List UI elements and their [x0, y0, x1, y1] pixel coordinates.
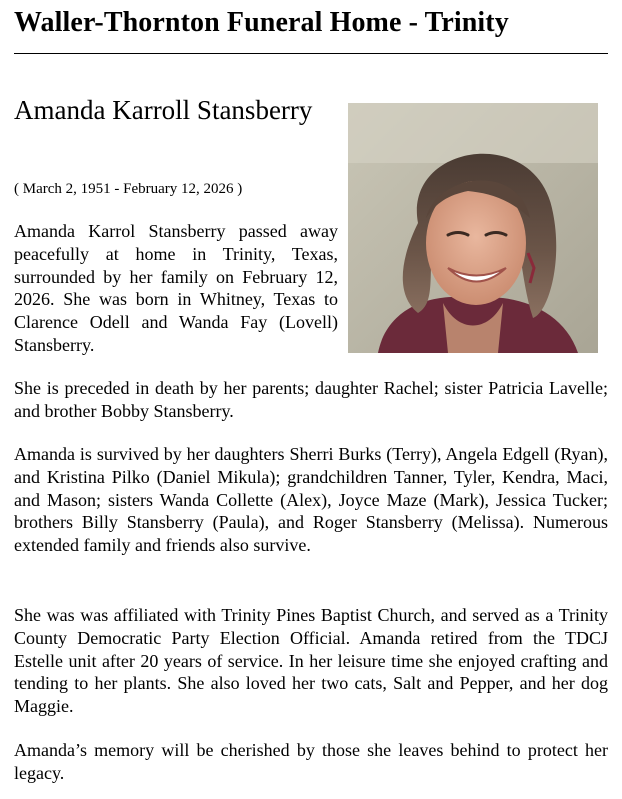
obituary-paragraph-1: Amanda Karrol Stansberry passed away peacefully at home in Trinity, Texas, surrounded by her family on February 12, 2026. She was born in Whitney, Texas to Clarence Odell and Wanda Fay (Lovell) Stansberry. [14, 221, 338, 355]
obituary-paragraph-2: She is preceded in death by her parents; daughter Rachel; sister Patricia Lavelle; and brother Bobby Stansberry. [14, 378, 608, 421]
portrait-photo-icon [348, 103, 598, 353]
title-divider [14, 53, 608, 54]
obituary-page [14, 0, 608, 783]
life-dates: ( March 2, 1951 - February 12, 2026 ) [14, 181, 243, 197]
obituary-paragraph-4: She was was affiliated with Trinity Pines Baptist Church, and served as a Trinity County Democratic Party Election Official. Amanda retired from the TDCJ Estelle unit after 20 years of service. In her leisure time she enjoyed crafting and tending to her plants. She also loved her two cats, Salt and Pepper, and her dog Maggie. [14, 605, 608, 717]
obituary-paragraph-5: Amanda’s memory will be cherished by those she leaves behind to protect her legacy. [14, 740, 608, 783]
obituary-paragraph-3: Amanda is survived by her daughters Sherri Burks (Terry), Angela Edgell (Ryan), and Kristina Pilko (Daniel Mikula); grandchildren Tanner, Tyler, Kendra, Maci, and Mason; sisters Wanda Collette (Alex), Joyce Maze (Mark), Jessica Tucker; brothers Billy Stansberry (Paula), and Roger Stansberry (Melissa). Numerous extended family and friends also survive. [14, 444, 608, 556]
deceased-name: Amanda Karroll Stansberry [14, 95, 313, 125]
site-title[interactable]: Waller-Thornton Funeral Home - Trinity [14, 7, 509, 38]
portrait-photo [348, 103, 598, 353]
